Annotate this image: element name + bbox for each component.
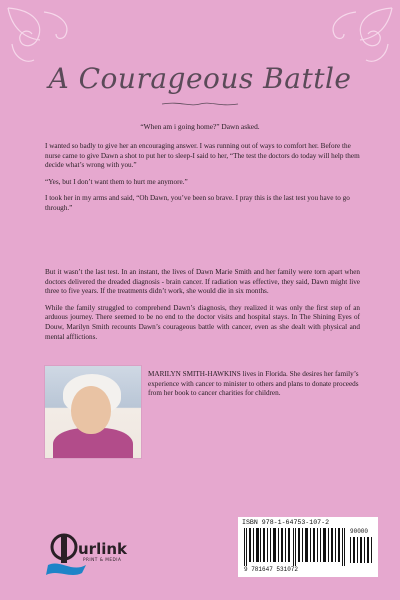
price-code-bars xyxy=(350,537,374,563)
price-code: 90000 xyxy=(350,528,369,535)
barcode-digits: 9 781647 531072 xyxy=(244,566,299,573)
lead-quote: “When am i going home?” Dawn asked. xyxy=(140,122,260,131)
isbn-barcode xyxy=(238,517,378,577)
author-photo xyxy=(45,366,141,458)
publisher-tagline: PRINT & MEDIA xyxy=(83,557,122,562)
barcode-bars xyxy=(244,528,348,566)
excerpt-paragraph: I took her in my arms and said, “Oh Dawn, you’ve been so brave. I pray this is the last test you have to go through.” xyxy=(45,194,350,212)
book-title: A Courageous Battle xyxy=(48,62,352,95)
publisher-name: urlink xyxy=(78,540,128,558)
excerpt-text xyxy=(45,142,360,221)
synopsis-paragraph: But it wasn’t the last test. In an instant, the lives of Dawn Marie Smith and her family were torn apart when doctors delivered the dreaded diagnosis - brain cancer. If radiation was effective, they said, Dawn might live three to five years. If the treatments didn’t work, she would die in six months. xyxy=(45,268,360,296)
author-bio: MARILYN SMITH-HAWKINS lives in Florida. She desires her family’s experience with cancer to minister to others and plans to donate proceeds from her book to cancer charities for children. xyxy=(148,370,359,398)
isbn-label: ISBN 978-1-64753-107-2 xyxy=(242,519,330,526)
excerpt-paragraph: “Yes, but I don’t want them to hurt me anymore.” xyxy=(45,177,188,186)
synopsis-paragraph: While the family struggled to comprehend Dawn’s diagnosis, they realized it was only the first step of an arduous journey. There seemed to be no end to the doctor visits and hospital stays. In The Shining Eyes of Douw, Marilyn Smith recounts Dawn’s courageous battle with cancer, even as she dealt with physical and mental afflictions. xyxy=(45,303,360,341)
excerpt-paragraph: I wanted so badly to give her an encouraging answer. I was running out of ways to comfort her. Before the nurse came to give Dawn a shot to put her to sleep-I said to her, “The test the doctors do today will help them decide what’s wrong with you.” xyxy=(45,142,360,170)
title-flourish xyxy=(160,100,240,108)
synopsis-text xyxy=(45,268,360,349)
